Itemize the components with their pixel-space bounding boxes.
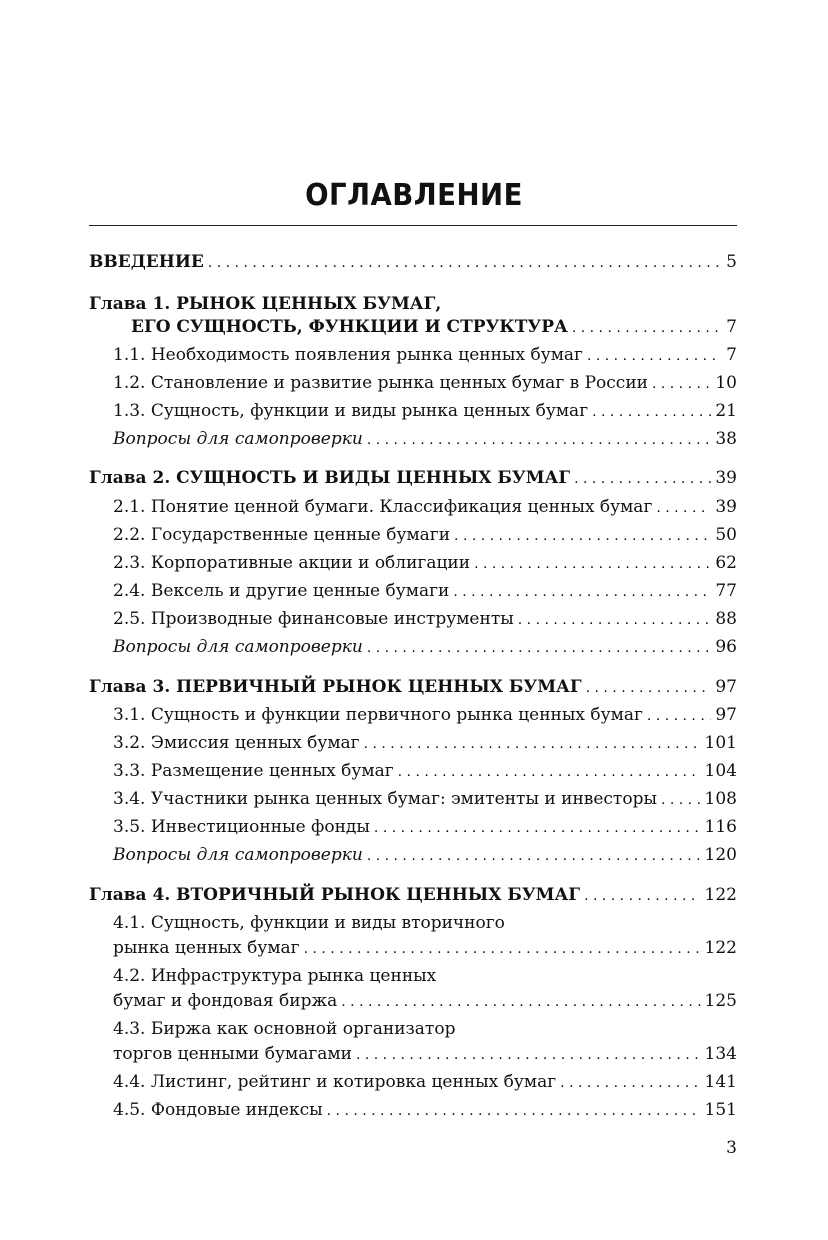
- toc-entry[interactable]: [113, 524, 737, 547]
- dot-leader: [367, 844, 701, 867]
- toc-entry-page: 101: [704, 733, 737, 753]
- toc-entry-page: 97: [715, 677, 737, 697]
- dot-leader: [356, 1043, 701, 1066]
- toc-entry[interactable]: [113, 990, 737, 1013]
- dot-leader: [374, 816, 701, 839]
- toc-entry-first-line[interactable]: 4.1. Сущность, функции и виды вторичного: [113, 913, 505, 933]
- toc-entry-questions[interactable]: [113, 636, 737, 659]
- toc-entry-page: 39: [715, 468, 737, 488]
- chapter-2-title: Глава 2. СУЩНОСТЬ И ВИДЫ ЦЕННЫХ БУМАГ: [89, 468, 571, 488]
- toc-entry-page: 120: [704, 845, 737, 865]
- toc-entry-page: 7: [726, 317, 737, 337]
- toc-entry[interactable]: [113, 496, 737, 519]
- toc-entry[interactable]: [113, 760, 737, 783]
- dot-leader: [574, 467, 711, 490]
- chapter-3-title: Глава 3. ПЕРВИЧНЫЙ РЫНОК ЦЕННЫХ БУМАГ: [89, 677, 582, 697]
- toc-entry-label: Вопросы для самопроверки: [113, 637, 363, 657]
- chapter-4-title: Глава 4. ВТОРИЧНЫЙ РЫНОК ЦЕННЫХ БУМАГ: [89, 885, 581, 905]
- toc-entry[interactable]: [113, 732, 737, 755]
- toc-entry-page: 96: [715, 637, 737, 657]
- dot-leader: [656, 496, 711, 519]
- toc-entry-label: 1.1. Необходимость появления рынка ценных бумаг: [113, 345, 583, 365]
- toc-entry-page: 134: [704, 1044, 737, 1064]
- toc-entry-label: 3.3. Размещение ценных бумаг: [113, 761, 394, 781]
- toc-entry-page: 141: [704, 1072, 737, 1092]
- dot-leader: [647, 704, 711, 727]
- dot-leader: [367, 636, 712, 659]
- title-rule: [89, 225, 737, 226]
- dot-leader: [572, 316, 722, 339]
- toc-entry[interactable]: [113, 816, 737, 839]
- chapter-1-title-continued: ЕГО СУЩНОСТЬ, ФУНКЦИИ И СТРУКТУРА: [131, 317, 568, 337]
- toc-entry-page: 10: [715, 373, 737, 393]
- dot-leader: [518, 608, 712, 631]
- dot-leader: [341, 990, 700, 1013]
- toc-entry[interactable]: [113, 1043, 737, 1066]
- toc-entry-label: бумаг и фондовая биржа: [113, 991, 338, 1011]
- toc-entry-label: 1.3. Сущность, функции и виды рынка ценных бумаг: [113, 401, 589, 421]
- toc-entry-label: 2.1. Понятие ценной бумаги. Классификация ценных бумаг: [113, 497, 653, 517]
- toc-entry-page: 88: [715, 609, 737, 629]
- toc-entry-label: ВВЕДЕНИЕ: [89, 252, 204, 272]
- toc-entry[interactable]: [113, 400, 737, 423]
- toc-entry[interactable]: [113, 552, 737, 575]
- dot-leader: [454, 524, 711, 547]
- toc-entry-page: 77: [715, 581, 737, 601]
- chapter-3-entry[interactable]: [89, 676, 737, 699]
- toc-entry-page: 7: [726, 345, 737, 365]
- page-title: ОГЛАВЛЕНИЕ: [305, 178, 523, 213]
- toc-entry-questions[interactable]: [113, 844, 737, 867]
- page-number: 3: [726, 1138, 737, 1158]
- toc-entry-label: 4.4. Листинг, рейтинг и котировка ценных бумаг: [113, 1072, 557, 1092]
- toc-entry[interactable]: [113, 1099, 737, 1122]
- toc-entry-label: 1.2. Становление и развитие рынка ценных бумаг в России: [113, 373, 648, 393]
- toc-entry[interactable]: [113, 580, 737, 603]
- dot-leader: [587, 344, 722, 367]
- toc-entry-page: 125: [704, 991, 737, 1011]
- toc-entry-page: 104: [704, 761, 737, 781]
- toc-entry-label: 2.4. Вексель и другие ценные бумаги: [113, 581, 450, 601]
- toc-entry[interactable]: [113, 372, 737, 395]
- toc-entry-page: 122: [704, 938, 737, 958]
- toc-entry-label: 3.5. Инвестиционные фонды: [113, 817, 370, 837]
- toc-entry-questions[interactable]: [113, 428, 737, 451]
- toc-entry-page: 21: [715, 401, 737, 421]
- dot-leader: [584, 884, 700, 907]
- dot-leader: [661, 788, 701, 811]
- toc-entry-label: 2.3. Корпоративные акции и облигации: [113, 553, 471, 573]
- chapter-1-entry[interactable]: [131, 316, 737, 339]
- toc-entry-page: 122: [704, 885, 737, 905]
- toc-entry-page: 97: [715, 705, 737, 725]
- toc-entry-label: 2.5. Производные финансовые инструменты: [113, 609, 514, 629]
- dot-leader: [586, 676, 712, 699]
- toc-entry[interactable]: [113, 344, 737, 367]
- toc-entry-page: 50: [715, 525, 737, 545]
- toc-entry-page: 108: [704, 789, 737, 809]
- dot-leader: [208, 251, 722, 274]
- dot-leader: [327, 1099, 701, 1122]
- dot-leader: [453, 580, 711, 603]
- toc-entry-first-line[interactable]: 4.3. Биржа как основной организатор: [113, 1019, 456, 1039]
- toc-entry-label: торгов ценными бумагами: [113, 1044, 352, 1064]
- toc-entry-label: 2.2. Государственные ценные бумаги: [113, 525, 451, 545]
- chapter-4-entry[interactable]: [89, 884, 737, 907]
- toc-entry-page: 38: [715, 429, 737, 449]
- toc-entry-label: Вопросы для самопроверки: [113, 429, 363, 449]
- chapter-1-title[interactable]: Глава 1. РЫНОК ЦЕННЫХ БУМАГ,: [89, 294, 442, 314]
- toc-entry-label: Вопросы для самопроверки: [113, 845, 363, 865]
- toc-entry-page: 62: [715, 553, 737, 573]
- toc-entry-first-line[interactable]: 4.2. Инфраструктура рынка ценных: [113, 966, 437, 986]
- dot-leader: [398, 760, 701, 783]
- dot-leader: [304, 937, 701, 960]
- toc-entry-page: 116: [704, 817, 737, 837]
- toc-entry-label: 3.4. Участники рынка ценных бумаг: эмитенты и инвесторы: [113, 789, 657, 809]
- dot-leader: [364, 732, 701, 755]
- toc-entry-page: 5: [726, 252, 737, 272]
- dot-leader: [560, 1071, 700, 1094]
- dot-leader: [474, 552, 711, 575]
- toc-entry[interactable]: [113, 1071, 737, 1094]
- toc-entry[interactable]: [113, 608, 737, 631]
- toc-entry-label: 4.5. Фондовые индексы: [113, 1100, 323, 1120]
- toc-entry-label: 3.2. Эмиссия ценных бумаг: [113, 733, 360, 753]
- toc-entry-label: 3.1. Сущность и функции первичного рынка ценных бумаг: [113, 705, 643, 725]
- toc-entry-page: 39: [715, 497, 737, 517]
- chapter-2-entry[interactable]: [89, 467, 737, 490]
- toc-entry[interactable]: [113, 788, 737, 811]
- dot-leader: [367, 428, 712, 451]
- toc-entry-label: рынка ценных бумаг: [113, 938, 300, 958]
- dot-leader: [652, 372, 711, 395]
- toc-entry[interactable]: [113, 937, 737, 960]
- toc-entry-intro[interactable]: [89, 251, 737, 274]
- dot-leader: [592, 400, 711, 423]
- toc-entry[interactable]: [113, 704, 737, 727]
- toc-entry-page: 151: [704, 1100, 737, 1120]
